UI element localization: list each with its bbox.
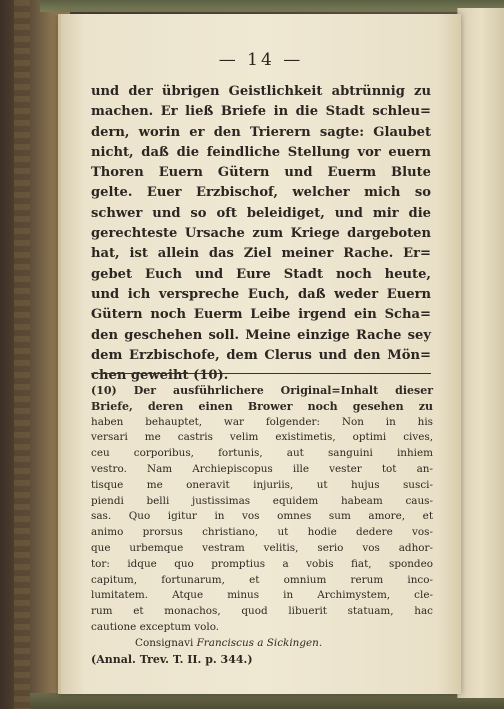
footnote-line: haben behauptet, war folgender: Non in his	[91, 415, 433, 428]
facing-page-edge	[457, 8, 504, 698]
footnote-line: rum et monachos, quod libuerit statuam, hac	[91, 605, 433, 618]
footnote-line: cautione exceptum volo.	[91, 620, 220, 633]
page-number: — 14 —	[218, 50, 304, 70]
text-line: den geschehen soll. Meine einzige Rache sey	[91, 327, 431, 343]
text-line: dern, worin er den Trierern sagte: Glaubet	[91, 124, 431, 140]
text-line: Thoren Euern Gütern und Euerm Blute	[91, 165, 431, 181]
footnote-line: que urbemque vestram velitis, serio vos adhor-	[91, 541, 433, 554]
text-line: hat, ist allein das Ziel meiner Rache. Er=	[91, 246, 431, 262]
text-line: chen geweiht (10).	[91, 368, 229, 384]
footnote-divider	[91, 373, 431, 374]
text-line: gerechteste Ursache zum Kriege dargeboten	[91, 226, 431, 242]
main-text	[91, 82, 431, 386]
footnote-source: (Annal. Trev. T. II. p. 344.)	[91, 652, 253, 666]
footnote-line: tisque me oneravit injuriis, ut hujus susci-	[91, 478, 433, 491]
text-line: nicht, daß die feindliche Stellung vor euern	[91, 144, 431, 160]
text-line: und ich verspreche Euch, daß weder Euern	[91, 286, 431, 302]
book-bottom-edge	[30, 693, 504, 709]
footnote-line: vestro. Nam Archiepiscopus ille vester tot an-	[91, 462, 433, 475]
text-line: machen. Er ließ Briefe in die Stadt schleu=	[91, 104, 431, 120]
text-line: Gütern noch Euerm Leibe irgend ein Scha=	[91, 307, 431, 323]
text-line: schwer und so oft beleidiget, und mir die	[91, 205, 431, 221]
footnote-line: capitum, fortunarum, et omnium rerum inco-	[91, 573, 433, 586]
text-line: dem Erzbischofe, dem Clerus und den Mön=	[91, 347, 431, 363]
text-line: und der übrigen Geistlichkeit abtrünnig zu	[91, 84, 431, 99]
footnote-line: tor: idque quo promptius a vobis fiat, spondeo	[91, 557, 433, 570]
signature-name: Franciscus a Sickingen.	[196, 636, 323, 649]
text-line: gebet Euch und Eure Stadt noch heute,	[91, 266, 431, 282]
footnote-line: animo prorsus christiano, ut hodie dedere vos-	[91, 526, 433, 539]
footnote-line: ceu corporibus, fortunis, aut sanguini inhiem	[91, 447, 433, 460]
footnote-line: lumitatem. Atque minus in Archimystem, cle-	[91, 589, 433, 602]
footnote-line: Briefe, deren einen Brower noch gesehen zu	[91, 399, 433, 413]
text-line: gelte. Euer Erzbischof, welcher mich so	[91, 185, 431, 201]
book-top-edge	[40, 0, 504, 12]
signature-prefix: Consignavi	[135, 636, 197, 649]
footnote	[91, 383, 433, 667]
footnote-line: piendi belli justissimas equidem habeam caus-	[91, 494, 433, 507]
book-page	[58, 14, 461, 694]
footnote-line: sas. Quo igitur in vos omnes sum amore, et	[91, 510, 433, 523]
footnote-line: versari me castris velim existimetis, optimi cives,	[91, 431, 433, 444]
footnote-line: (10) Der ausführlichere Original=Inhalt dieser	[91, 384, 433, 397]
footnote-signature	[91, 636, 433, 652]
book-spine	[14, 0, 30, 709]
